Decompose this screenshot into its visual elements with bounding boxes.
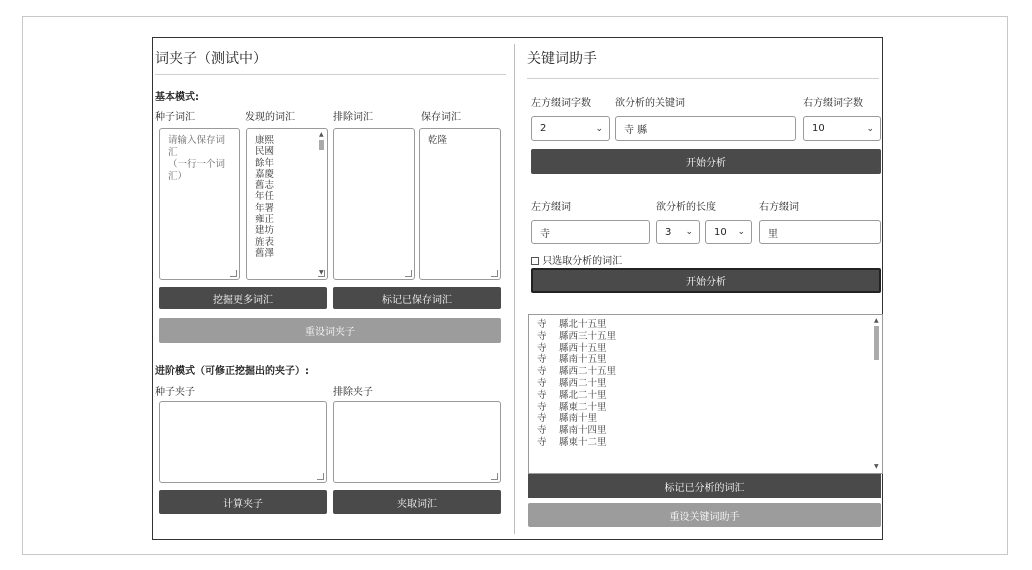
dig-more-button[interactable]: 挖掘更多词汇 xyxy=(159,287,327,309)
result-prefix: 寺 xyxy=(537,436,547,448)
found-word-item[interactable]: 年署 xyxy=(255,202,275,214)
resize-handle-icon[interactable] xyxy=(491,270,498,277)
result-suffix: 縣西三十五里 xyxy=(559,330,617,342)
result-prefix: 寺 xyxy=(537,319,547,330)
found-words-list[interactable] xyxy=(246,128,328,280)
result-prefix: 寺 xyxy=(537,389,547,401)
result-suffix: 縣東十二里 xyxy=(559,436,607,448)
chevron-down-icon: ⌄ xyxy=(685,227,693,237)
left-affix-count-select[interactable] xyxy=(531,116,610,141)
found-word-item[interactable]: 雍正 xyxy=(255,214,275,226)
result-row[interactable] xyxy=(537,402,882,414)
result-prefix: 寺 xyxy=(537,330,547,342)
resize-handle-icon[interactable] xyxy=(405,270,412,277)
resize-handle-icon[interactable] xyxy=(230,270,237,277)
keep-words-label: 保存词汇 xyxy=(421,112,461,123)
left-affix-label: 左方缀词 xyxy=(531,202,571,213)
seed-words-placeholder: 请输入保存词汇 （一行一个词 汇） xyxy=(168,135,226,182)
select-analyzed-only-checkbox[interactable] xyxy=(531,257,539,265)
panel-divider xyxy=(514,44,515,534)
result-suffix: 縣北十五里 xyxy=(559,319,607,330)
result-suffix: 縣北二十里 xyxy=(559,389,607,401)
keep-words-items xyxy=(420,129,500,146)
exclude-clip-textarea[interactable] xyxy=(333,401,501,483)
left-affix-count-value: 2 xyxy=(540,123,547,134)
right-affix-count-label: 右方缀词字数 xyxy=(803,98,863,109)
found-word-item[interactable]: 舊志 xyxy=(255,180,275,192)
right-affix-count-value: 10 xyxy=(812,123,825,134)
scroll-thumb[interactable] xyxy=(874,326,879,360)
right-panel-title: 关键词助手 xyxy=(527,51,597,67)
keyword-input-value: 寺 縣 xyxy=(624,125,648,136)
result-prefix: 寺 xyxy=(537,342,547,354)
result-row[interactable] xyxy=(537,425,882,437)
exclude-clip-label: 排除夹子 xyxy=(333,387,373,398)
result-suffix: 縣東二十里 xyxy=(559,401,607,413)
calc-clip-button[interactable]: 计算夹子 xyxy=(159,490,327,514)
result-row[interactable] xyxy=(537,366,882,378)
found-word-item[interactable]: 康熙 xyxy=(255,135,275,146)
found-word-item[interactable]: 旌表 xyxy=(255,236,275,248)
found-words-label: 发现的词汇 xyxy=(245,112,295,123)
found-word-item[interactable]: 建坊 xyxy=(255,225,275,237)
scroll-up-icon[interactable]: ▲ xyxy=(319,131,324,138)
reset-clipper-button[interactable]: 重设词夹子 xyxy=(159,318,501,343)
analysis-results-list[interactable] xyxy=(528,314,883,474)
start-analysis-button-1[interactable]: 开始分析 xyxy=(531,149,881,174)
result-prefix: 寺 xyxy=(537,377,547,389)
left-title-rule xyxy=(155,74,506,75)
keyword-label: 欲分析的关键词 xyxy=(615,98,685,109)
result-row[interactable] xyxy=(537,437,882,449)
fetch-words-button[interactable]: 夹取词汇 xyxy=(333,490,501,514)
exclude-words-textarea[interactable] xyxy=(333,128,415,280)
seed-clip-label: 种子夹子 xyxy=(155,387,195,398)
result-prefix: 寺 xyxy=(537,425,547,437)
mark-analyzed-button[interactable]: 标记已分析的词汇 xyxy=(528,474,881,498)
result-suffix: 縣南十里 xyxy=(559,413,598,425)
found-words-scrollbar[interactable] xyxy=(318,132,325,276)
analysis-results-items xyxy=(529,315,882,449)
basic-mode-label: 基本模式: xyxy=(155,92,199,103)
mark-saved-button[interactable]: 标记已保存词汇 xyxy=(333,287,501,309)
seed-clip-textarea[interactable] xyxy=(159,401,327,483)
advanced-mode-label: 进阶模式（可修正挖掘出的夹子）: xyxy=(155,366,309,377)
scroll-down-icon[interactable]: ▼ xyxy=(874,463,879,470)
result-prefix: 寺 xyxy=(537,401,547,413)
app-window xyxy=(152,37,883,540)
resize-handle-icon[interactable] xyxy=(317,473,324,480)
result-row[interactable] xyxy=(537,343,882,355)
seed-words-label: 种子词汇 xyxy=(155,112,195,123)
reset-keyword-helper-button[interactable]: 重设关键词助手 xyxy=(528,503,881,527)
chevron-down-icon: ⌄ xyxy=(595,123,603,134)
left-panel-title: 词夹子（测试中） xyxy=(155,51,267,67)
scroll-up-icon[interactable]: ▲ xyxy=(874,317,879,324)
chevron-down-icon: ⌄ xyxy=(737,227,745,237)
right-affix-input-value: 里 xyxy=(768,228,778,240)
right-title-rule xyxy=(527,78,879,79)
result-row[interactable] xyxy=(537,390,882,402)
result-suffix: 縣西十五里 xyxy=(559,342,607,354)
right-affix-label: 右方缀词 xyxy=(759,202,799,213)
result-row[interactable] xyxy=(537,319,882,331)
select-analyzed-only-row[interactable] xyxy=(531,252,622,267)
resize-handle-icon[interactable] xyxy=(318,270,325,277)
result-suffix: 縣南十五里 xyxy=(559,354,607,366)
exclude-words-label: 排除词汇 xyxy=(333,112,373,123)
right-affix-count-select[interactable] xyxy=(803,116,881,141)
left-affix-count-label: 左方缀词字数 xyxy=(531,98,591,109)
found-word-item[interactable]: 年任 xyxy=(255,191,275,203)
result-prefix: 寺 xyxy=(537,366,547,378)
left-affix-input-value: 寺 xyxy=(540,228,550,240)
found-word-item[interactable]: 嘉慶 xyxy=(255,168,275,180)
length-max-select[interactable] xyxy=(705,220,752,244)
results-scrollbar[interactable] xyxy=(873,318,880,470)
keep-words-textarea[interactable] xyxy=(419,128,501,280)
keyword-input[interactable] xyxy=(615,116,796,141)
found-word-item[interactable]: 民國 xyxy=(255,146,275,158)
scroll-thumb[interactable] xyxy=(319,140,324,150)
select-analyzed-only-label: 只选取分析的词汇 xyxy=(542,256,623,267)
right-affix-input[interactable] xyxy=(759,220,881,244)
found-words-items xyxy=(247,129,327,259)
result-suffix: 縣西二十五里 xyxy=(559,366,617,378)
scroll-down-icon[interactable]: ▼ xyxy=(319,269,324,276)
left-affix-input[interactable] xyxy=(531,220,650,244)
result-row[interactable] xyxy=(537,331,882,343)
resize-handle-icon[interactable] xyxy=(491,473,498,480)
result-row[interactable] xyxy=(537,354,882,366)
result-row[interactable] xyxy=(537,413,882,425)
analysis-length-label: 欲分析的长度 xyxy=(656,202,716,213)
result-prefix: 寺 xyxy=(537,413,547,425)
found-word-item[interactable]: 餘年 xyxy=(255,157,275,169)
length-min-select[interactable] xyxy=(656,220,700,244)
start-analysis-button-2[interactable]: 开始分析 xyxy=(531,268,881,293)
length-max-value: 10 xyxy=(714,226,727,238)
found-word-item[interactable]: 舊澤 xyxy=(255,247,275,259)
result-suffix: 縣西二十里 xyxy=(559,377,607,389)
result-suffix: 縣南十四里 xyxy=(559,425,607,437)
length-min-value: 3 xyxy=(665,226,672,238)
result-prefix: 寺 xyxy=(537,354,547,366)
seed-words-textarea[interactable] xyxy=(159,128,240,280)
result-row[interactable] xyxy=(537,378,882,390)
keep-word-item[interactable]: 乾隆 xyxy=(428,135,448,146)
chevron-down-icon: ⌄ xyxy=(866,123,874,134)
